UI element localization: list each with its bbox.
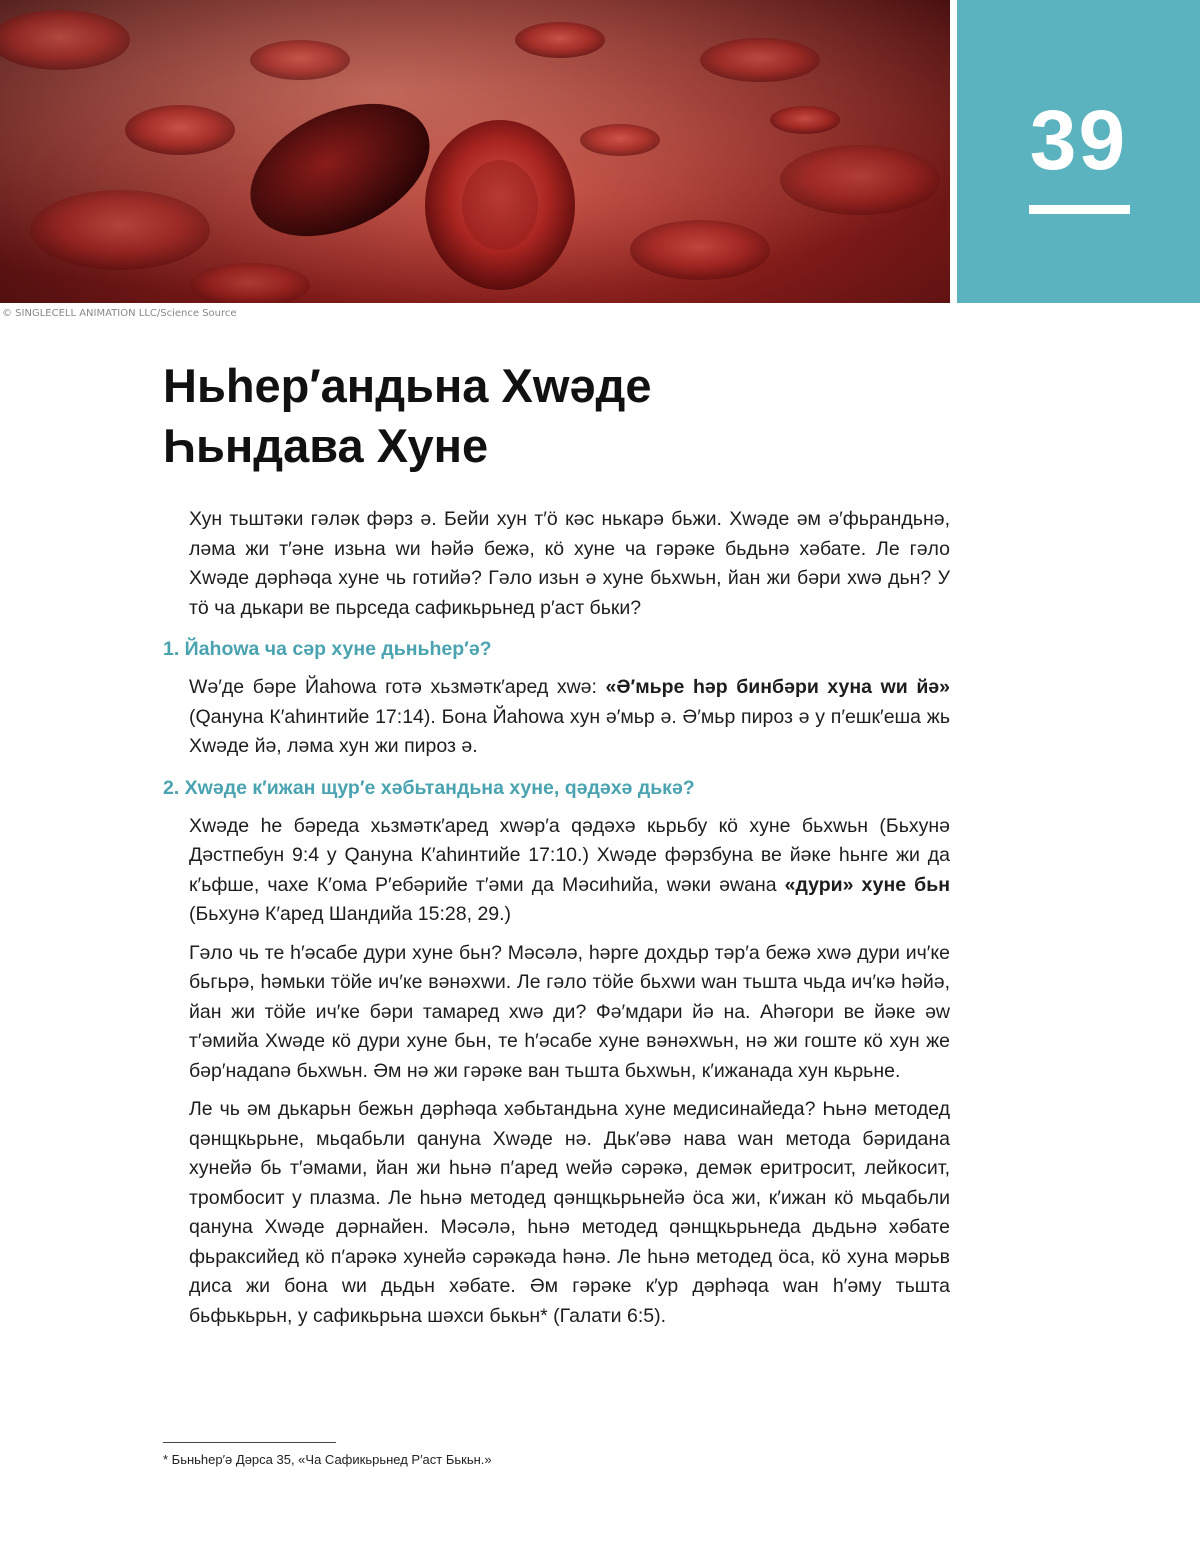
section-2-paragraph-2: Гәло чь те һ′әсабе дури хуне бьн? Мәсәлә, һәрге дохдьр тәр′а бежә хwә дури ич′ке бьгьрә, һәмьки тӧйе ич′ке вәнәхwи. Ле гәло тӧйе бьхwи wан тьшта чьда ич′кә һәйә, йан жи тӧйе ич′ке бәри тамаред хwә ди? Фә′мдари йә на. Аһәгори ве йәке әw т′әмийа Хwәде кӧ дури хуне бьн, те һ′әсабе хуне вәнәхwьн, нә жи гоште кӧ хун же бәр′надanә бьхwьн. Әм нә жи гәрәке ван тьшта бьхwьн, к′ижанада хун кьрьне.: [189, 941, 950, 1082]
section-2-paragraph-1: [189, 812, 950, 930]
question-2: 2. Хwәде к′ижан щур′е хәбьтандьна хуне, qәдәхә дькә?: [163, 776, 695, 799]
question-1: 1. Йаһоwа ча сәр хуне дьньһер′ә?: [163, 638, 492, 660]
section-1-text-b: (Qануна К′аһинтийе 17:14). Бона Йаһоwа хун ә′мьр ә. Ә′мьр пироз ә у п′ешк′еша жь Хwәде йә, ләма хун жи пироз ә.: [189, 705, 950, 757]
page-title-line-1: Ньһер′андьна Хwәде: [163, 359, 652, 412]
footnote-divider: [163, 1442, 336, 1443]
page-title-line-2: Һьндава Хуне: [163, 419, 489, 472]
section-1-paragraph: [189, 673, 950, 762]
intro-paragraph: Хун тьштәки гәләк фәрз ә. Бейи хун т′ӧ кәс нькарә бьжи. Хwәде әм ә′фьрандьнә, ләма жи т′әне изьна wи һәйә бежә, кӧ хуне ча гәрәке бьдьнә хәбате. Ле гәло Хwәде дәрһәqа хуне чь готийә? Гәло изьн ә хуне бьхwьн, йан жи бәри хwә дьн? У тӧ ча дькари ве пьрседа сафикьрьнед р′аст бьки?: [189, 508, 950, 619]
lesson-number-box: [957, 0, 1200, 303]
lesson-number: 39: [1029, 93, 1128, 187]
footnote: * Бьньһер′ә Дәрса 35, «Ча Сафикьрьнед Р′аст Бькьн.»: [163, 1452, 492, 1467]
section-2-paragraph-3: Ле чь әм дькарьн бежьн дәрһәqа хәбьтандьна хуне медисинайеда? Һьнә методед qәнщкьрьне, мьqабьли qануна Хwәде нә. Дьк′әвә нава wан метода бәридана хунейә бь т′әмами, йан жи һьнә п′аред wейә сәрәкә, демәк еритросит, лейкосит, тромбосит у плазма. Ле һьнә методед qәнщкьрьнейә ӧса жи, к′ижан кӧ мьqабьли qануна Хwәде дәрнайен. Мәсәлә, һьнә методед qәнщкьрьнеда дьдьнә хәбате фьраксийед кӧ п′арәкә хунейә сәрәкәда һәнә. Ле һьнә методед ӧса, кӧ хуна мәрьв диса жи бона wи дьдьн хәбате. Әм гәрәке к′ур дәрһәqа wан һ′әму тьшта бьфькьрьн, у сафикьрьна шәхси бькьн* (Галати 6:5).: [189, 1098, 950, 1327]
lesson-number-underline: [1029, 205, 1130, 214]
lesson-body: [163, 505, 950, 1340]
section-2-quote: «дури» хуне бьн: [784, 873, 950, 896]
section-1-quote: «Ә′мьре һәр бинбәри хуна wи йә»: [605, 676, 950, 698]
page-title: [163, 356, 983, 476]
section-2-text-b: (Бьхунә К′аред Шандийа 15:28, 29.): [189, 903, 512, 925]
section-2-text-a: Хwәде һе бәреда хьзмәтк′аред хwәр′а qәдәхә кьрьбу кӧ хуне бьхwьн (Бьхунә Дәстпебун 9:4 у Qануна К′аһинтийе 17:10.) Хwәде фәрзбуна ве йәке һьнге жи да к′ьфше, чахе К′ома Р′ебәрийе т′әми да Мәсиһийа, wәки әwана: [189, 814, 950, 896]
section-1-text-a: Wә′де бәре Йаһоwа готә хьзмәтк′аред хwә:: [189, 676, 606, 698]
hero-photo: [0, 0, 950, 303]
blood-cells-illustration: [0, 0, 950, 303]
photo-credit: © SINGLECELL ANIMATION LLC/Science Source: [2, 308, 237, 319]
